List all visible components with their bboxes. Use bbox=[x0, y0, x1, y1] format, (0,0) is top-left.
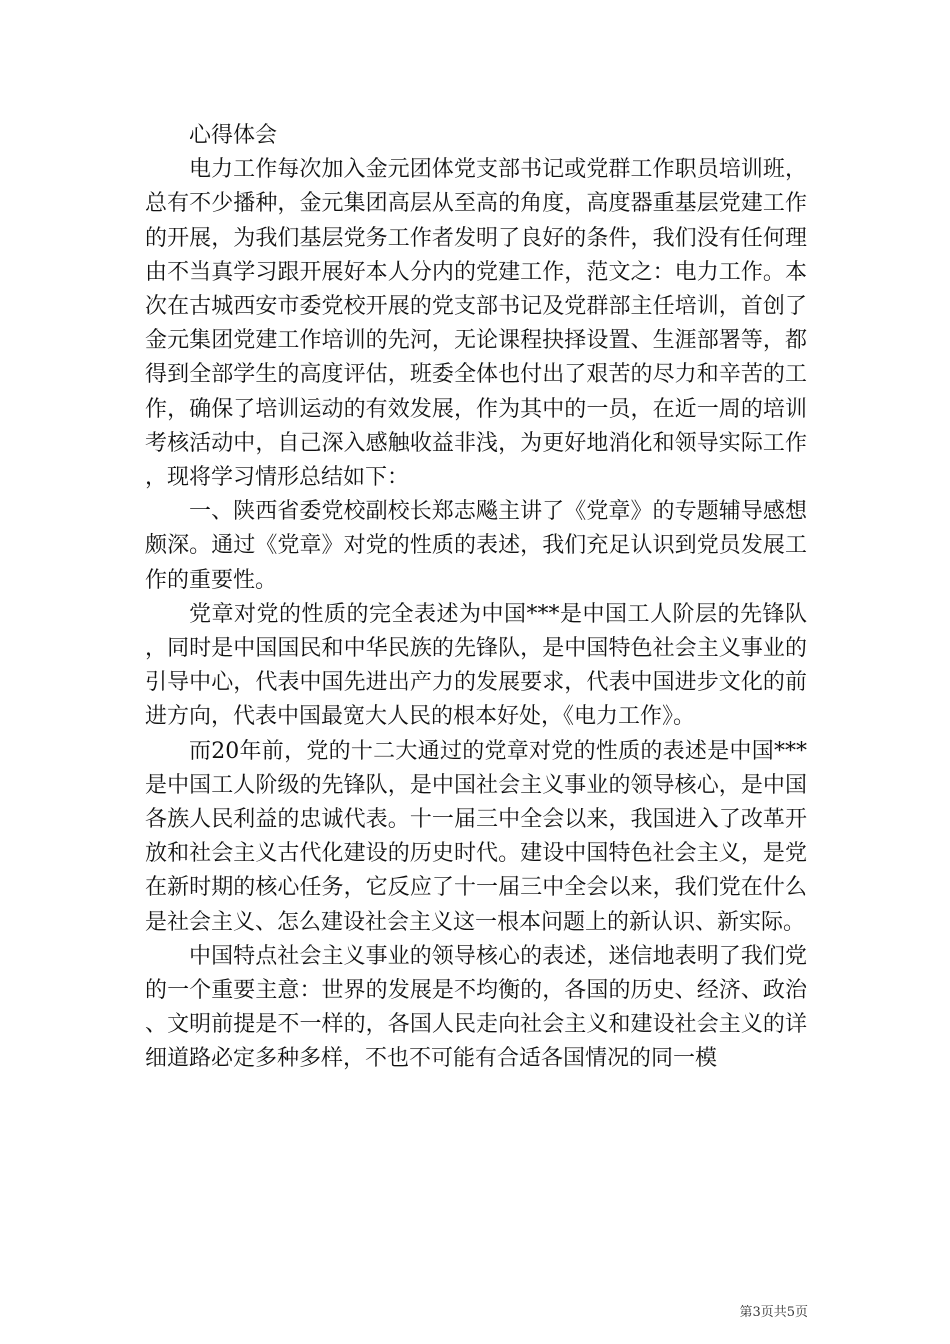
paragraph-socialism-core: 中国特点社会主义事业的领导核心的表述，迷信地表明了我们党的一个重要主意：世界的发展是不均衡的，各国的历史、经济、政治、文明前提是不一样的，各国人民走向社会主义和建设社会主义的详细道路必定多种多样，不也不可能有合适各国情况的同一模 bbox=[145, 943, 807, 1072]
paragraph-party-constitution-lecture: 一、陕西省委党校副校长郑志飚主讲了《党章》的专题辅导感想颇深。通过《党章》对党的性质的表述，我们充足认识到党员发展工作的重要性。 bbox=[145, 499, 807, 593]
paragraph-twelfth-congress: 而20年前，党的十二大通过的党章对党的性质的表述是中国***是中国工人阶级的先锋队，是中国社会主义事业的领导核心，是中国各族人民利益的忠诚代表。十一届三中全会以来，我国进入了改革开放和社会主义古代化建设的历史时代。建设中国特色社会主义，是党在新时期的核心任务，它反应了十一届三中全会以来，我们党在什么是社会主义、怎么建设社会主义这一根本问题上的新认识、新实际。 bbox=[145, 738, 807, 935]
paragraph-party-nature: 党章对党的性质的完全表述为中国***是中国工人阶层的先锋队，同时是中国国民和中华民族的先锋队，是中国特色社会主义事业的引导中心，代表中国先进出产力的发展要求，代表中国进步文化的前进方向，代表中国最宽大人民的根本好处，《电力工作》。 bbox=[145, 601, 807, 730]
document-heading: 心得体会 bbox=[189, 123, 278, 148]
document-body bbox=[145, 119, 807, 1077]
paragraph-intro: 电力工作每次加入金元团体党支部书记或党群工作职员培训班，总有不少播种，金元集团高层从至高的角度，高度器重基层党建工作的开展，为我们基层党务工作者发明了良好的条件，我们没有任何理由不当真学习跟开展好本人分内的党建工作，范文之：电力工作。本次在古城西安市委党校开展的党支部书记及党群部主任培训，首创了金元集团党建工作培训的先河，无论课程抉择设置、生涯部署等，都得到全部学生的高度评估，班委全体也付出了艰苦的尽力和辛苦的工作，确保了培训运动的有效发展，作为其中的一员，在近一周的培训考核活动中，自己深入感触收益非浅，为更好地消化和领导实际工作，现将学习情形总结如下： bbox=[145, 157, 807, 491]
page-number-footer: 第3页共5页 bbox=[739, 1305, 808, 1320]
